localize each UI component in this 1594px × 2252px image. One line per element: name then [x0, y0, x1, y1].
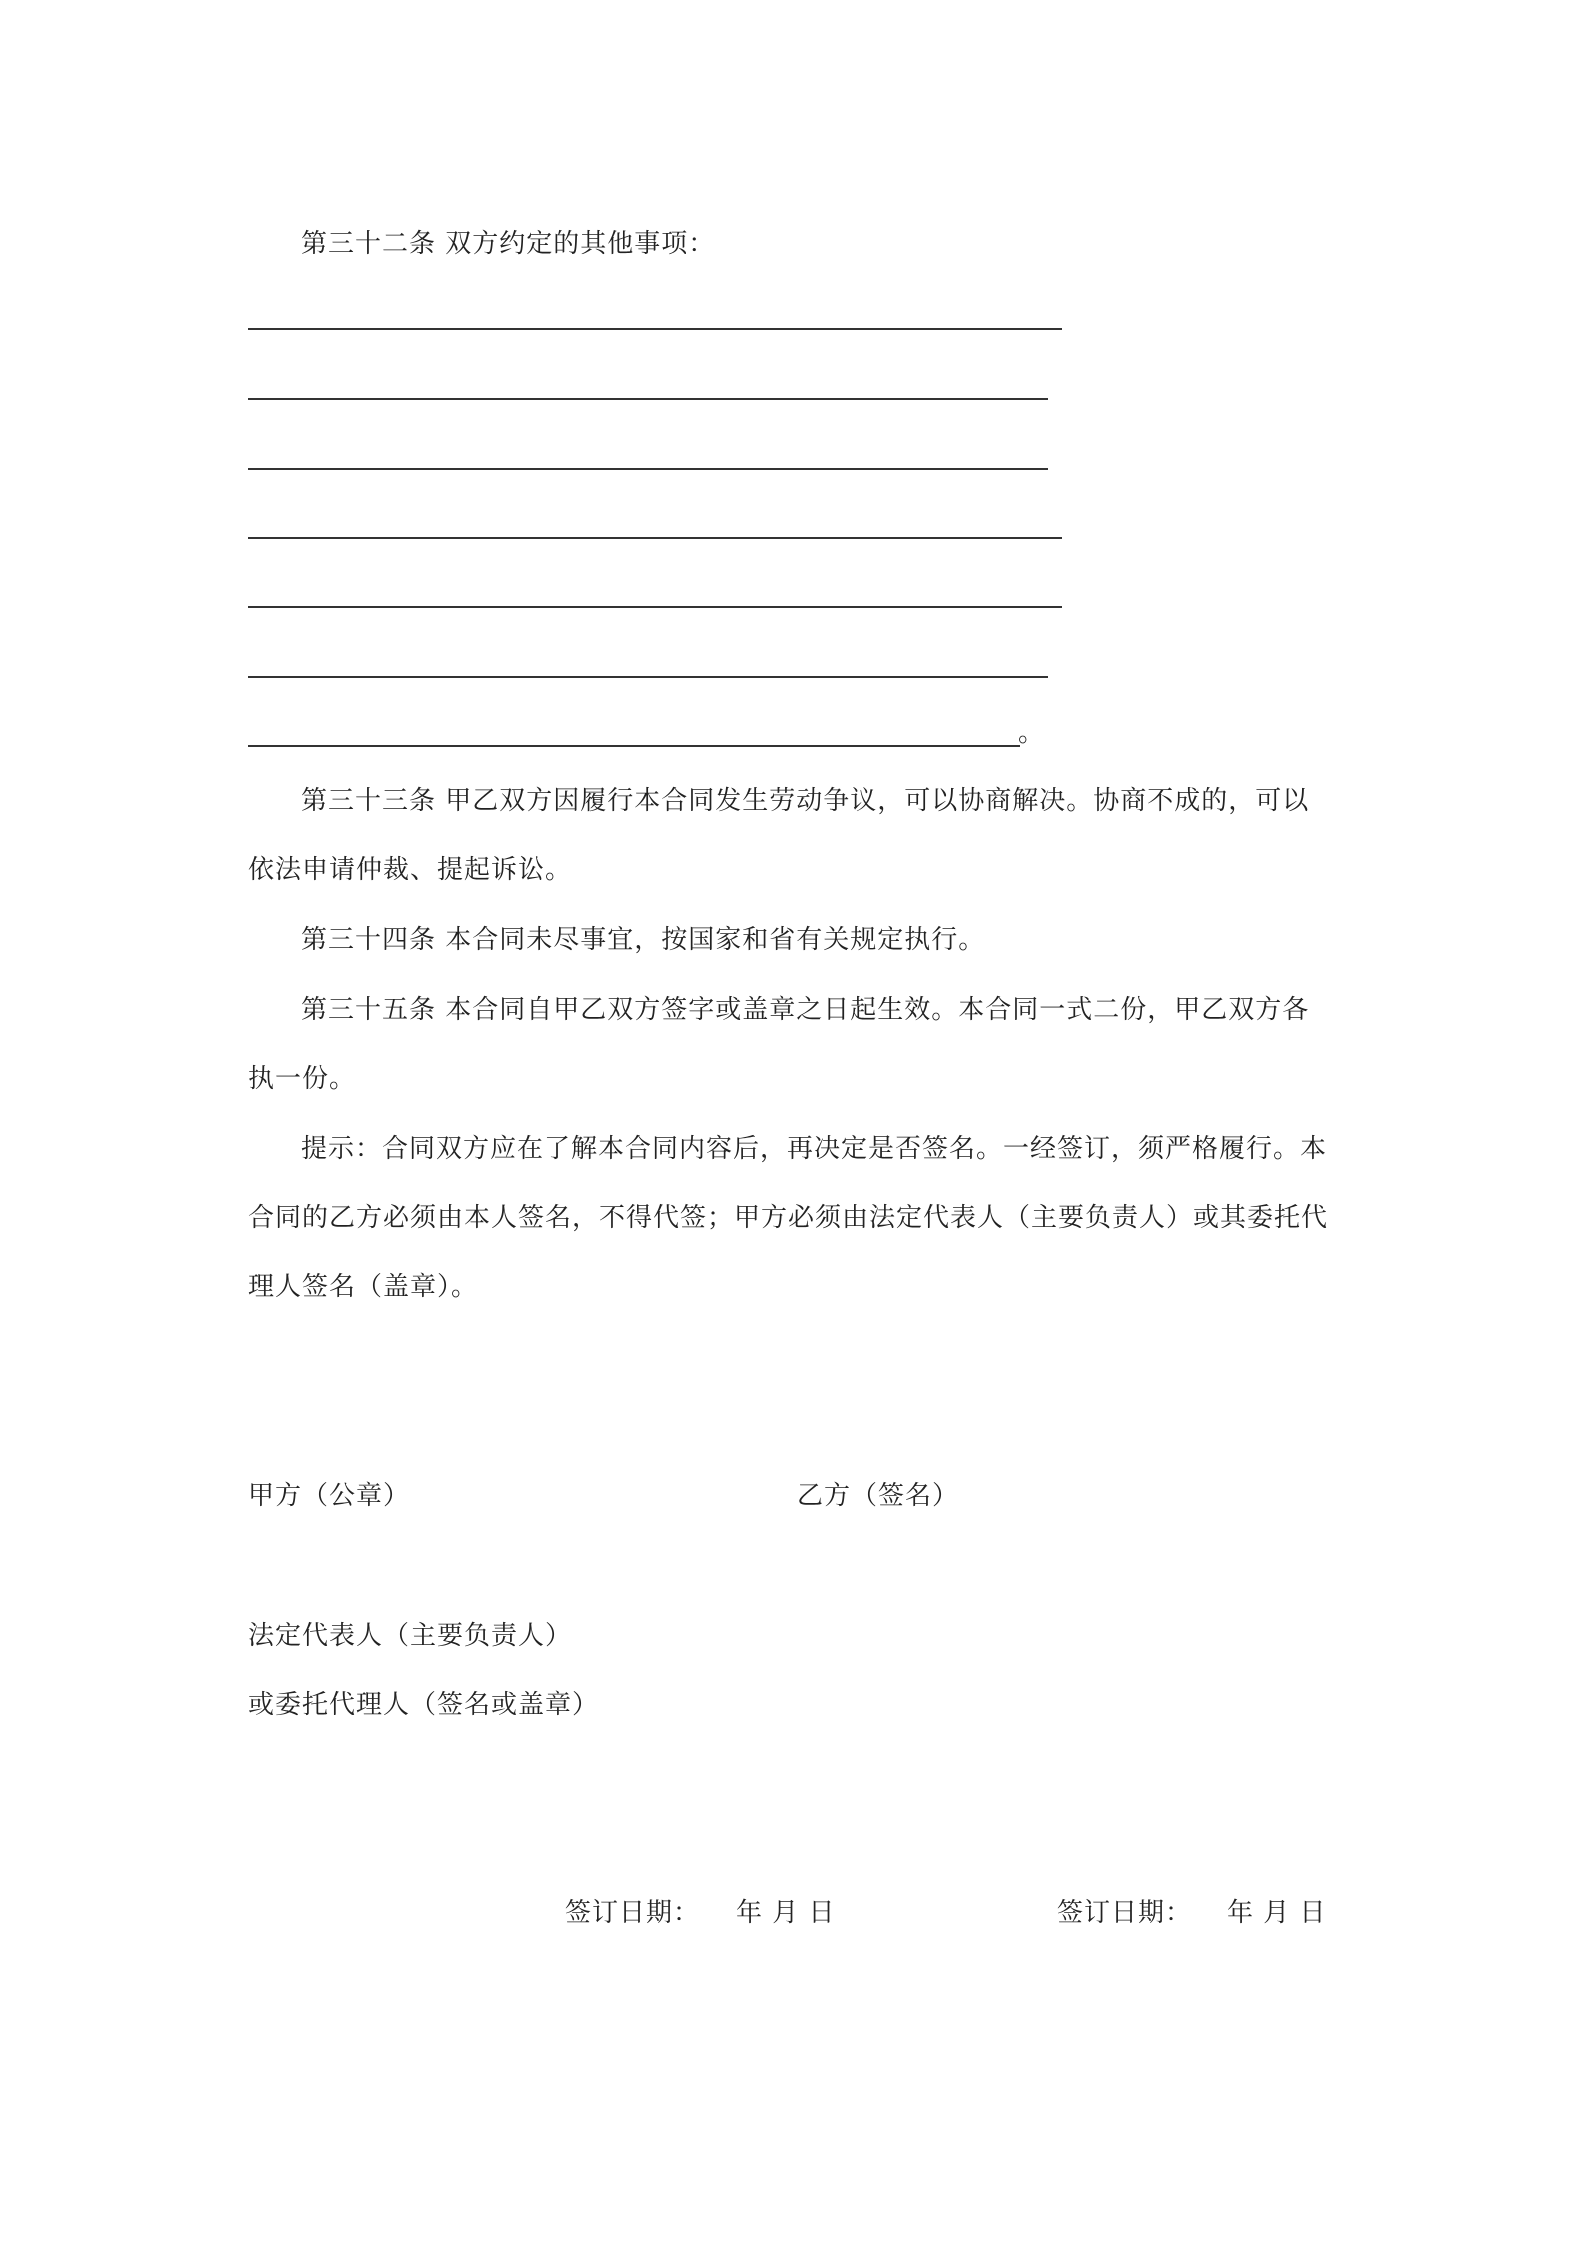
notice-line-1: 提示：合同双方应在了解本合同内容后，再决定是否签名。一经签订，须严格履行。本 — [301, 1134, 1328, 1164]
blank-fill-line-1 — [248, 328, 1062, 330]
article-35-line-2: 执一份。 — [248, 1064, 357, 1094]
notice-line-3: 理人签名（盖章）。 — [248, 1272, 479, 1302]
blank-fill-line-7 — [248, 745, 1020, 747]
article-35-line-1: 第三十五条 本合同自甲乙双方签字或盖章之日起生效。本合同一式二份，甲乙双方各 — [301, 995, 1310, 1025]
notice-line-2: 合同的乙方必须由本人签名，不得代签；甲方必须由法定代表人（主要负责人）或其委托代 — [248, 1203, 1329, 1233]
blank-fill-line-3 — [248, 468, 1048, 470]
authorized-agent-label: 或委托代理人（签名或盖章） — [248, 1690, 600, 1720]
blank-fill-line-5 — [248, 606, 1062, 608]
blank-fill-line-2 — [248, 398, 1048, 400]
party-b-date-label: 签订日期： — [1057, 1898, 1193, 1928]
article-33-line-2: 依法申请仲裁、提起诉讼。 — [248, 855, 573, 885]
party-b-date-value: 年 月 日 — [1227, 1898, 1327, 1928]
party-a-date-value: 年 月 日 — [736, 1898, 836, 1928]
blank-fill-line-6 — [248, 676, 1048, 678]
blank-fill-line-4 — [248, 537, 1062, 539]
party-b-signature-label: 乙方（签名） — [797, 1481, 960, 1511]
article-33-line-1: 第三十三条 甲乙双方因履行本合同发生劳动争议，可以协商解决。协商不成的，可以 — [301, 786, 1310, 816]
blank-end-period: 。 — [1018, 718, 1045, 748]
party-a-seal-label: 甲方（公章） — [248, 1481, 411, 1511]
article-32-heading: 第三十二条 双方约定的其他事项： — [301, 229, 716, 259]
party-a-date-label: 签订日期： — [565, 1898, 701, 1928]
article-34-line-1: 第三十四条 本合同未尽事宜，按国家和省有关规定执行。 — [301, 925, 986, 955]
legal-representative-label: 法定代表人（主要负责人） — [248, 1621, 573, 1651]
